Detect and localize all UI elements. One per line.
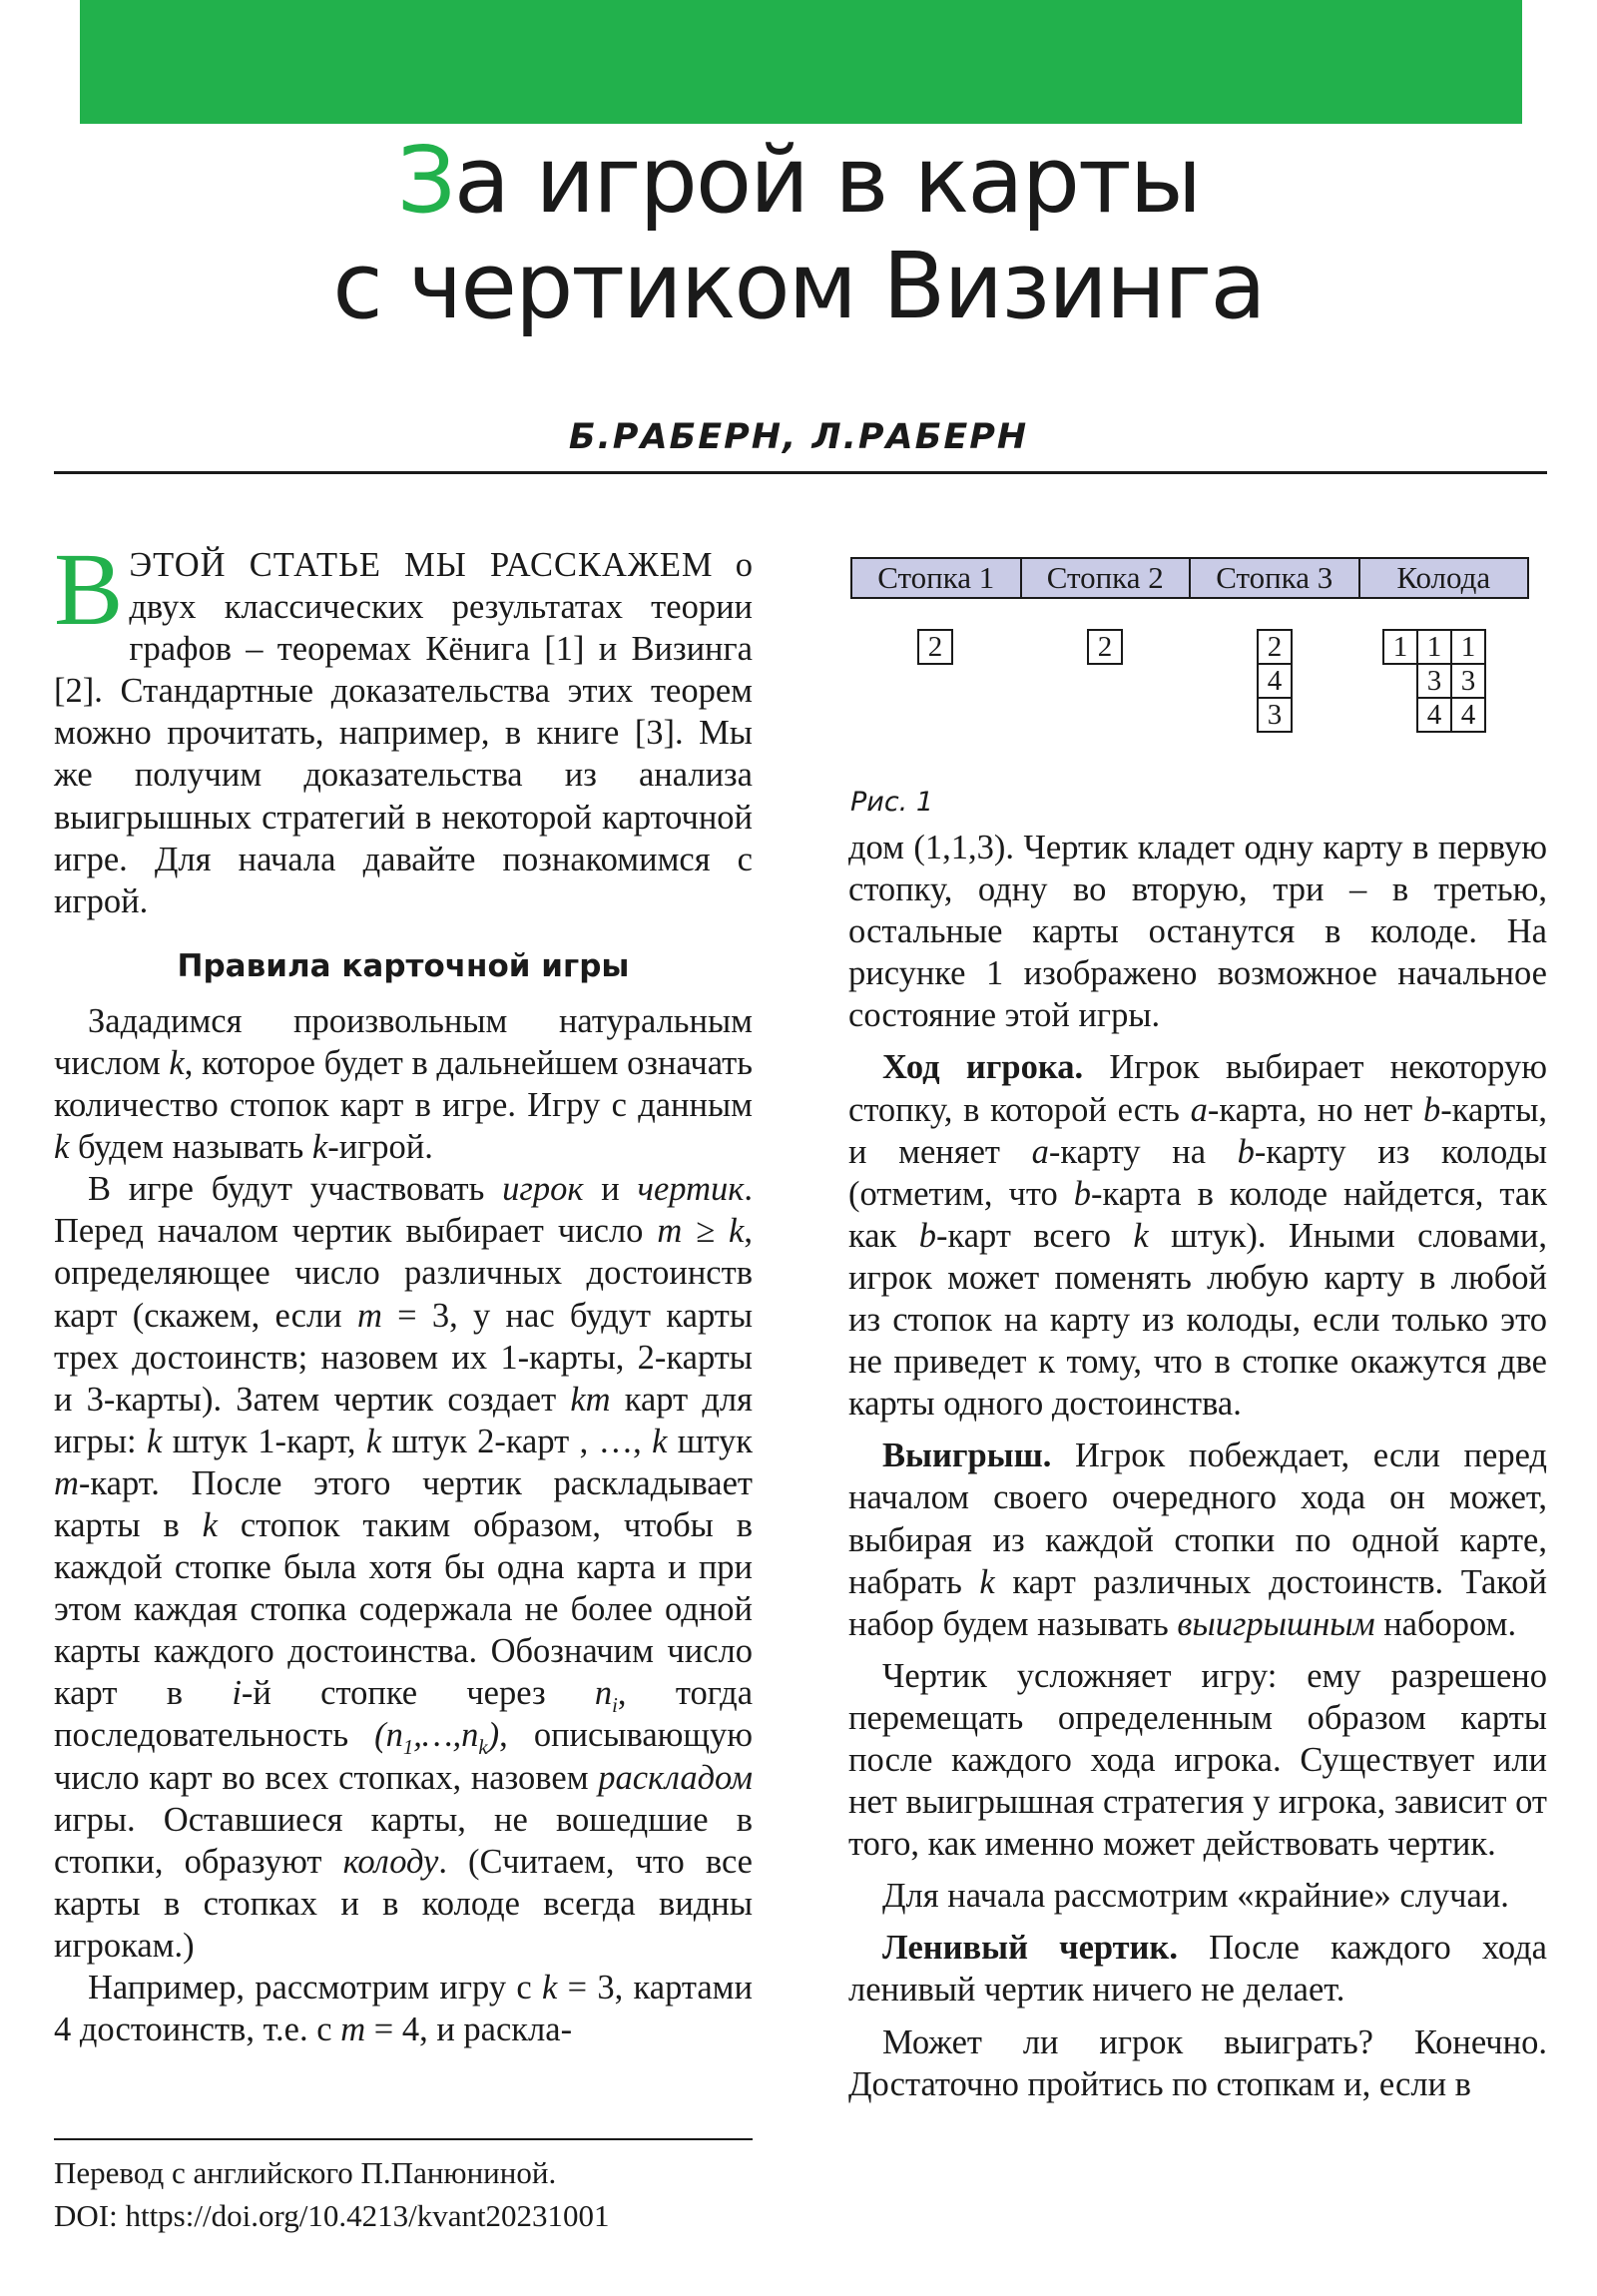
drop-cap: В: [54, 532, 124, 647]
text: -карта, но нет: [1207, 1090, 1424, 1129]
sub-1: 1: [402, 1737, 414, 1760]
left-column: [54, 532, 754, 2050]
card-deck: 4: [1450, 697, 1486, 733]
sub-k: k: [478, 1737, 488, 1760]
header-accent-bar: [80, 0, 1522, 124]
text: Игрок побеждает, если перед началом своего очередного хода он может, выбирая из каждой стопки по одной карте, набрать: [848, 1436, 1547, 1601]
authors: Б.РАБЕРН, Л.РАБЕРН: [568, 417, 1029, 457]
var-km: km: [570, 1380, 611, 1419]
footnote-rule: [54, 2138, 753, 2140]
term-player: игрок: [502, 1170, 584, 1209]
card-pile-3: 3: [1257, 697, 1293, 733]
term-deck: колоду: [342, 1842, 439, 1881]
var-i: i: [232, 1674, 242, 1713]
figure-header-row: [850, 557, 1529, 599]
right-column: [848, 827, 1547, 2105]
figure-1: [850, 557, 1529, 817]
header-pile-2: Стопка 2: [1022, 559, 1192, 597]
paragraph-participants: [54, 1168, 753, 1967]
text: , определяющее число различных достоинств карт (скажем, если: [54, 1212, 753, 1335]
text: , тогда последовательность: [54, 1674, 754, 1755]
text: -карт. После этого чертик раскладывает карты в: [54, 1463, 753, 1544]
sub-i: i: [612, 1695, 618, 1718]
text: штук). Иными словами, игрок может поменять любую карту в любой из стопок на карту из колоды, если только это не приведет к тому, что в стопке окажутся две карты одного достоинства.: [848, 1216, 1547, 1424]
label-win: Выигрыш.: [882, 1436, 1052, 1475]
var-m: m: [54, 1463, 79, 1502]
header-pile-3: Стопка 3: [1191, 559, 1360, 597]
title-line-2: с чертиком Визинга: [332, 233, 1265, 339]
label-lazy-devil: Ленивый чертик.: [882, 1929, 1178, 1968]
var-k: k: [147, 1422, 163, 1460]
var-k: k: [365, 1422, 382, 1460]
var-b: b: [918, 1216, 936, 1255]
var-m: m: [340, 2010, 366, 2049]
var-k: k: [652, 1422, 668, 1460]
var-k: k: [311, 1128, 328, 1167]
term-layout: раскладом: [598, 1758, 753, 1797]
text: (n: [374, 1716, 403, 1755]
paragraph-layout-continued: дом (1,1,3). Чертик кладет одну карту в первую стопку, одну во вторую, три – в третью, остальные карты останутся в колоде. На рисунке 1 изображено возможное начальное состояние этой игры.: [848, 829, 1547, 1035]
text: штук 1-карт,: [162, 1422, 366, 1460]
header-pile-1: Стопка 1: [852, 559, 1022, 597]
term-winning-set: выигрышным: [1177, 1604, 1375, 1643]
formula-sequence: [374, 1716, 500, 1760]
text: = 4, и раскла-: [365, 2010, 573, 2049]
var-a: a: [1190, 1090, 1208, 1129]
text: набором.: [1374, 1604, 1517, 1643]
card-deck: 1: [1450, 629, 1486, 665]
card-pile-2: 2: [1087, 629, 1123, 665]
paragraph-extreme-cases: Для начала рассмотрим «крайние» случаи.: [882, 1877, 1509, 1916]
card-pile-1: 2: [917, 629, 953, 665]
var-b: b: [1237, 1132, 1255, 1171]
text: стопок таким образом, чтобы в каждой стопке была хотя бы одна карта и при этом каждая стопка содержала не более одной карты каждого достоинства. Обозначим число карт в: [54, 1505, 753, 1713]
header-deck: Колода: [1396, 560, 1491, 595]
header-rule: [54, 471, 1547, 474]
var-k: k: [979, 1562, 995, 1601]
paragraph-example: [54, 1967, 753, 2050]
card-deck: 1: [1416, 629, 1452, 665]
var-k: k: [1133, 1216, 1149, 1255]
translation-note: Перевод с английского П.Панюниной.: [54, 2155, 557, 2190]
label-player-move: Ход игрока.: [882, 1048, 1084, 1087]
text: -карт всего: [935, 1216, 1134, 1255]
title-line-1-rest: а игрой в карты: [453, 127, 1201, 234]
card-pile-3: 2: [1257, 629, 1293, 665]
paragraph-player-move: [848, 1046, 1547, 1425]
text: = 3, у нас будут карты трех достоинств; назовем их 1-карты, 2-карты и 3-карты). Затем чертик создает: [54, 1296, 753, 1419]
title-first-letter: З: [396, 127, 454, 234]
card-deck: 1: [1382, 629, 1418, 665]
text: ): [487, 1716, 500, 1755]
paragraph-k-game: [54, 1000, 753, 1168]
card-deck: 4: [1416, 697, 1452, 733]
text: , которое будет в дальнейшем означать количество стопок карт в игре. Игру с данным: [54, 1043, 753, 1125]
text: ,…,n: [413, 1716, 479, 1755]
var-k: k: [202, 1505, 218, 1544]
var-b: b: [1423, 1090, 1441, 1129]
text: карт для игры:: [54, 1380, 754, 1460]
doi-link[interactable]: DOI: https://doi.org/10.4213/kvant20231001: [54, 2198, 610, 2233]
intro-paragraph: [54, 532, 754, 922]
formula-m-ge-k: m ≥ k: [657, 1212, 745, 1251]
text: = 3, картами 4 достоинств, т.е. с: [54, 1969, 753, 2049]
text: штук: [667, 1422, 753, 1460]
text: В игре будут участвовать: [88, 1170, 503, 1209]
section-heading: Правила карточной игры: [177, 947, 630, 984]
text: . Перед началом чертик выбирает число: [54, 1170, 753, 1251]
var-k: k: [169, 1043, 185, 1082]
card-deck: 3: [1416, 663, 1452, 699]
text: , описывающую число карт во всех стопках, назовем: [54, 1716, 753, 1797]
text: Зададимся произвольным натуральным числом: [54, 1001, 753, 1082]
var-k: k: [54, 1128, 70, 1167]
paragraph-can-player-win: Может ли игрок выиграть? Конечно. Достаточно пройтись по стопкам и, если в: [848, 2022, 1547, 2103]
text: -карту из колоды (отметим, что: [848, 1132, 1548, 1213]
var-n: n: [594, 1674, 613, 1713]
text: Игрок выбирает некоторую стопку, в которой есть: [848, 1048, 1547, 1129]
var-b: b: [1073, 1174, 1091, 1213]
text: карт различных достоинств. Такой набор будем называть: [848, 1562, 1548, 1643]
text: . (Считаем, что все карты в стопках и в колоде всегда видны игрокам.): [54, 1842, 753, 1965]
text: -й стопке через: [241, 1674, 595, 1713]
paragraph-lazy-devil: [848, 1927, 1547, 2010]
text: После каждого хода ленивый чертик ничего не делает.: [848, 1929, 1547, 2009]
figure-caption: Рис. 1: [850, 787, 934, 818]
card-pile-3: 4: [1257, 663, 1293, 699]
intro-text: о двух классических результатах теории графов – теоремах Кёнига [1] и Визинга [2]. Стандартные доказательства этих теорем можно прочитать, например, в книге [3]. Мы же получим доказательства из анализа выигрышных стратегий в некоторой карточной игре. Для начала давайте познакомимся с игрой.: [54, 546, 754, 920]
text: штук 2-карт , …,: [381, 1422, 653, 1460]
text: -карту на: [1048, 1132, 1238, 1171]
article-title: [0, 128, 1597, 339]
var-k: k: [541, 1969, 558, 2007]
title-line-1: [0, 128, 1597, 234]
text: -карты, и меняет: [848, 1090, 1547, 1171]
text: и: [583, 1170, 638, 1209]
var-m: m: [356, 1296, 382, 1335]
intro-caps-lead: ЭТОЙ СТАТЬЕ МЫ РАССКАЖЕМ: [129, 546, 714, 584]
var-a: a: [1031, 1132, 1049, 1171]
term-devil: чертик: [637, 1170, 745, 1209]
text: будем называть: [69, 1128, 312, 1167]
text: игры. Оставшиеся карты, не вошедшие в стопки, образуют: [54, 1800, 753, 1881]
text: -игрой.: [327, 1128, 433, 1167]
card-deck: 3: [1450, 663, 1486, 699]
text: Например, рассмотрим игру с: [88, 1969, 542, 2007]
paragraph-win: [848, 1435, 1547, 1644]
text: -карта в колоде найдется, так как: [848, 1174, 1547, 1255]
paragraph-devil: Чертик усложняет игру: ему разрешено перемещать определенным образом карты после каждого хода игрока. Существует или нет выигрышная стратегия у игрока, зависит от того, как именно может действовать чертик.: [848, 1656, 1547, 1864]
